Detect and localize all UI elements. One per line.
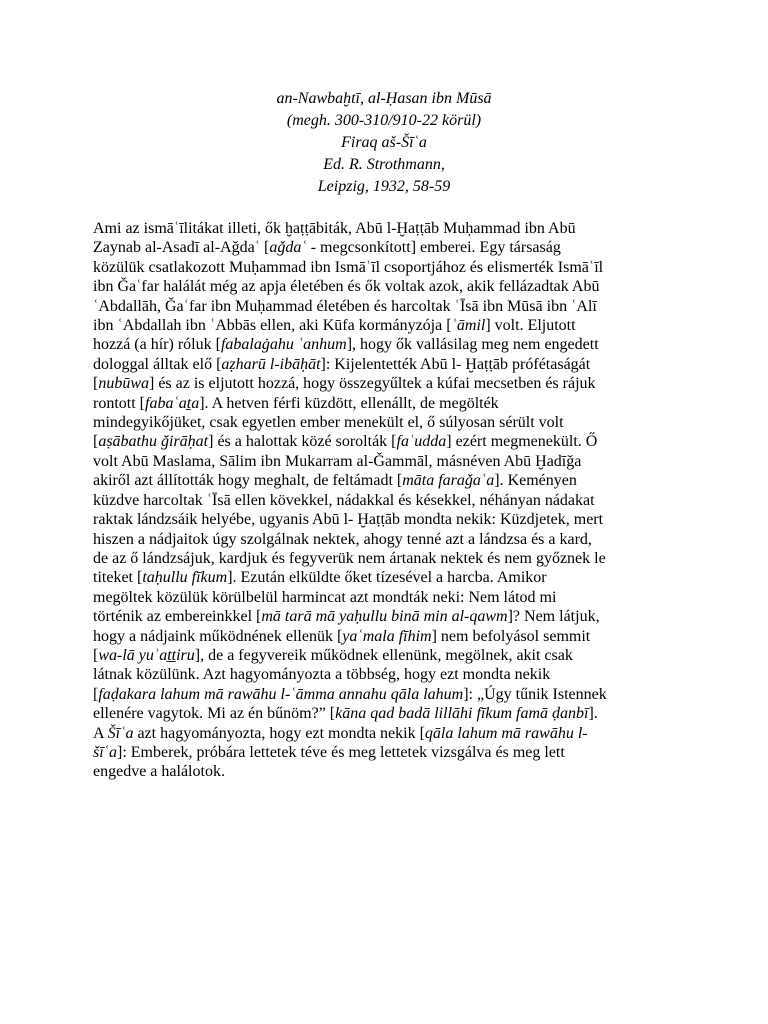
text-run: ], de a fegyvereik működnek ellenünk, megölnek, akit csak <box>194 646 573 664</box>
text-line <box>93 413 683 432</box>
text-line <box>93 432 683 451</box>
text-line <box>93 704 683 723</box>
text-run: hozzá (a hír) róluk [ <box>93 336 221 354</box>
transliteration-term: faḍakara lahum mā rawāhu l-ʿāmma annahu qāla lahum <box>98 685 464 703</box>
transliteration-term: aṣābathu ǧirāḥat <box>98 433 209 451</box>
text-run: ]. A hetven férfi küzdött, ellenállt, de megölték <box>199 394 499 412</box>
text-run: ]: Kijelentették Abū l- Ḫaṭṭāb prófétaságát <box>320 355 591 373</box>
text-line <box>93 491 683 510</box>
text-run: Zaynab al-Asadī al-Aǧdaʿ [ <box>93 239 270 257</box>
text-line <box>93 374 683 393</box>
text-line <box>93 335 683 354</box>
transliteration-term: ʿāmil <box>451 317 486 335</box>
transliteration-term: wa-lā yuʾaṯṯiru <box>98 646 195 664</box>
text-run: ʿAbdallāh, Ǧaʿfar ibn Muḥammad életében és harcoltak ʿĪsā ibn Mūsā ibn ʿAlī <box>93 297 597 315</box>
text-run: ], hogy ők vallásilag meg nem engedett <box>346 336 599 354</box>
text-run: ]. <box>588 705 598 723</box>
text-run: ] és az is eljutott hozzá, hogy összegyűltek a kúfai mecsetben és rájuk <box>149 375 596 393</box>
text-run: raktak lándzsáik helyébe, ugyanis Abū l- Ḫaṭṭāb mondta nekik: Küzdjetek, mert <box>93 511 604 529</box>
text-run: de az ő lándzsájuk, kardjuk és fegyverük nem ártanak nektek és nem győznek le <box>93 549 606 567</box>
transliteration-term: fabalaġahu ʿanhum <box>220 336 347 354</box>
text-line <box>93 685 683 704</box>
text-run: - megcsonkított] emberei. Egy társaság <box>306 239 561 257</box>
transliteration-term: qāla lahum mā rawāhu l- <box>424 724 588 742</box>
transliteration-term: faʿudda <box>396 433 447 451</box>
text-run: rontott [ <box>93 394 145 412</box>
transliteration-term: kāna qad badā lillāhi fīkum famā ḍanbī <box>335 705 589 723</box>
text-run: mindegyikőjüket, csak egyetlen ember menekült el, ő súlyosan sérült volt <box>93 414 564 432</box>
header-line: an-Nawbaḫtī, al-Ḥasan ibn Mūsā <box>276 90 492 107</box>
header-line: (megh. 300-310/910-22 körül) <box>286 112 482 129</box>
text-run: titeket [ <box>93 569 143 587</box>
text-run: ]? Nem látjuk, <box>507 608 600 626</box>
transliteration-term: aẓharū l-ibāḥāt <box>221 355 321 373</box>
text-line <box>93 238 683 257</box>
transliteration-term: Šīʿa <box>107 724 134 742</box>
text-line <box>93 530 683 549</box>
header-line: Ed. R. Strothmann, <box>323 156 445 173</box>
text-run: megöltek közülük körülbelül harmincat azt mondták neki: Nem látod mi <box>93 588 557 606</box>
text-run: látnak közülünk. Azt hagyományozta a többség, hogy ezt mondta nekik <box>93 666 551 684</box>
text-run: ] és a halottak közé sorolták [ <box>208 433 397 451</box>
transliteration-term: fabaʿaṯa <box>145 394 200 412</box>
text-line <box>93 355 683 374</box>
text-run: ibn Ǧaʿfar halálát még az apja életében és ők voltak azok, akik fellázadtak Abū <box>93 278 600 296</box>
text-line <box>93 277 683 296</box>
text-line <box>93 646 683 665</box>
text-run: ellenére vagytok. Mi az én bűnöm?” [ <box>93 705 336 723</box>
text-run: történik az embereinkkel [ <box>93 608 262 626</box>
text-line <box>93 743 683 762</box>
text-line <box>93 452 683 471</box>
text-line <box>93 510 683 529</box>
translated-passage <box>93 219 683 782</box>
text-run: ]: „Úgy tűnik Istennek <box>463 685 607 703</box>
text-run: küzdve harcoltak ʿĪsā ellen kövekkel, nádakkal és késekkel, néhányan nádakat <box>93 491 595 509</box>
text-run: ]: Emberek, próbára lettetek téve és meg lettetek vizsgálva és meg lett <box>117 743 565 761</box>
text-line <box>93 316 683 335</box>
text-run: [ <box>93 375 99 393</box>
text-run: közülük csatlakozott Muḥammad ibn Ismāʿīl csoportjához és elismerték Ismāʿīl <box>93 258 604 276</box>
transliteration-term: šīʿa <box>93 743 117 761</box>
text-line <box>93 394 683 413</box>
text-run: ] ezért megmenekült. Ő <box>446 433 598 451</box>
text-run: ] volt. Eljutott <box>485 317 576 335</box>
text-line <box>93 258 683 277</box>
text-line <box>93 219 683 238</box>
citation-header <box>0 88 768 198</box>
text-run: ibn ʿAbdallah ibn ʿAbbās ellen, aki Kūfa kormányzója [ <box>93 317 452 335</box>
text-run: A <box>93 724 108 742</box>
text-line <box>93 607 683 626</box>
text-line <box>93 588 683 607</box>
transliteration-term: yaʿmala fīhim <box>342 627 432 645</box>
header-line: Leipzig, 1932, 58-59 <box>317 178 451 195</box>
transliteration-term: aǧdaʿ <box>269 239 307 257</box>
text-run: [ <box>93 433 99 451</box>
text-run: ]. Keményen <box>494 472 577 490</box>
transliteration-term: taḥullu fīkum <box>142 569 228 587</box>
text-run: volt Abū Maslama, Sālim ibn Mukarram al-Ǧammāl, másnéven Abū Ḫadīǧa <box>93 452 582 470</box>
transliteration-term: mā tarā mā yaḥullu binā min al-qawm <box>261 608 508 626</box>
text-run: ] nem befolyásol semmit <box>431 627 591 645</box>
text-run: ]. Ezután elküldte őket tízesével a harcba. Amikor <box>227 569 547 587</box>
text-run: engedve a halálotok. <box>93 763 225 781</box>
text-run: [ <box>93 685 99 703</box>
text-line <box>93 627 683 646</box>
text-run: azt hagyományozta, hogy ezt mondta nekik [ <box>133 724 425 742</box>
text-run: akiről azt állították hogy meghalt, de feltámadt [ <box>93 472 403 490</box>
text-run: dologgal álltak elő [ <box>93 355 222 373</box>
header-line: Firaq aš-Šīʿa <box>341 134 427 151</box>
text-line <box>93 665 683 684</box>
text-line <box>93 471 683 490</box>
text-line <box>93 762 683 781</box>
text-line <box>93 297 683 316</box>
text-run: [ <box>93 646 99 664</box>
text-line <box>93 724 683 743</box>
text-run: hogy a nádjaink működnének ellenük [ <box>93 627 343 645</box>
text-run: hiszen a nádjaitok úgy szolgálnak nektek, ahogy tenné azt a lándzsa és a kard, <box>93 530 592 548</box>
transliteration-term: nubūwa <box>98 375 149 393</box>
text-line <box>93 549 683 568</box>
transliteration-term: māta faraǧaʿa <box>402 472 495 490</box>
text-run: Ami az ismāʿīlitákat illeti, ők ḫaṭṭābiták, Abū l-Ḫaṭṭāb Muḥammad ibn Abū <box>93 220 576 237</box>
text-line <box>93 568 683 587</box>
